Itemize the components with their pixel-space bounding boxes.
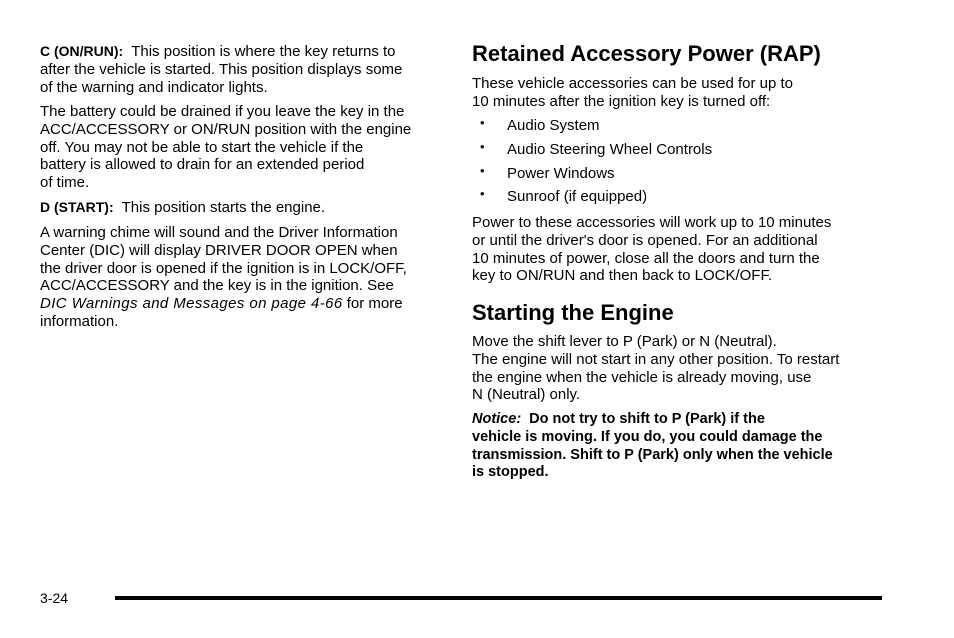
line: battery is allowed to drain for an extended period: [40, 156, 365, 174]
line: Center (DIC) will display DRIVER DOOR OPEN when: [40, 241, 398, 259]
line: or until the driver's door is opened. For an additional: [472, 231, 818, 249]
notice-label: Notice:: [472, 411, 522, 427]
line: This position is where the key returns to: [131, 43, 396, 60]
bullet-icon: •: [480, 162, 485, 178]
page-number: 3-24: [40, 590, 69, 606]
list-item: • Sunroof (if equipped): [480, 186, 648, 206]
term-c-on-run: C (ON/RUN):: [40, 43, 124, 59]
line: after the vehicle is started. This position displays some: [40, 60, 403, 78]
line: N (Neutral) only.: [472, 386, 581, 404]
bullet-icon: •: [480, 186, 485, 202]
paragraph-c-on-run: [40, 43, 442, 96]
heading-starting-the-engine: Starting the Engine: [472, 300, 674, 325]
paragraph-warning-chime: [40, 224, 442, 331]
line: of the warning and indicator lights.: [40, 78, 268, 96]
list-item: • Audio Steering Wheel Controls: [480, 138, 713, 158]
line: off. You may not be able to start the vehicle if the: [40, 138, 364, 156]
bullet-icon: •: [480, 115, 485, 130]
line: Move the shift lever to P (Park) or N (Neutral).: [472, 333, 777, 350]
line: key to ON/RUN and then back to LOCK/OFF.: [472, 267, 773, 285]
line: The battery could be drained if you leave the key in the: [40, 103, 405, 120]
list-item: • Audio System: [480, 115, 600, 134]
line: information.: [40, 312, 119, 330]
paragraph-rap-body: [472, 214, 884, 285]
line: 10 minutes after the ignition key is turned off:: [472, 92, 771, 110]
line: A warning chime will sound and the Driver Information: [40, 224, 398, 241]
paragraph-engine-body: [472, 333, 884, 404]
line: for more: [342, 295, 403, 313]
line: vehicle is moving. If you do, you could damage the: [472, 428, 823, 445]
line: 10 minutes of power, close all the doors and turn the: [472, 249, 820, 267]
line: These vehicle accessories can be used for up to: [472, 75, 794, 92]
footer-rule: [115, 596, 882, 600]
cross-reference-link[interactable]: DIC Warnings and Messages on page 4-66: [40, 295, 343, 313]
line: Power to these accessories will work up to 10 minutes: [472, 214, 832, 231]
paragraph-rap-intro: [472, 75, 884, 111]
line: This position starts the engine.: [121, 199, 326, 216]
line: ACC/ACCESSORY and the key is in the ignition. See: [40, 277, 394, 295]
paragraph-d-start: [40, 199, 442, 217]
line: the driver door is opened if the ignition is in LOCK/OFF,: [40, 259, 407, 277]
line: is stopped.: [472, 464, 549, 481]
line: Do not try to shift to P (Park) if the: [529, 411, 765, 427]
line: transmission. Shift to P (Park) only when the vehicle: [472, 446, 833, 463]
heading-retained-accessory-power: Retained Accessory Power (RAP): [472, 41, 821, 66]
paragraph-battery: [40, 103, 442, 192]
list-item: • Power Windows: [480, 162, 615, 182]
term-d-start: D (START):: [40, 199, 114, 215]
line: of time.: [40, 174, 90, 192]
bullet-icon: •: [480, 138, 485, 154]
notice-block: [472, 411, 884, 482]
line: the engine when the vehicle is already moving, use: [472, 368, 812, 386]
accessory-list: [472, 117, 884, 212]
line: ACC/ACCESSORY or ON/RUN position with the engine: [40, 120, 412, 138]
line: The engine will not start in any other position. To restart: [472, 350, 840, 368]
